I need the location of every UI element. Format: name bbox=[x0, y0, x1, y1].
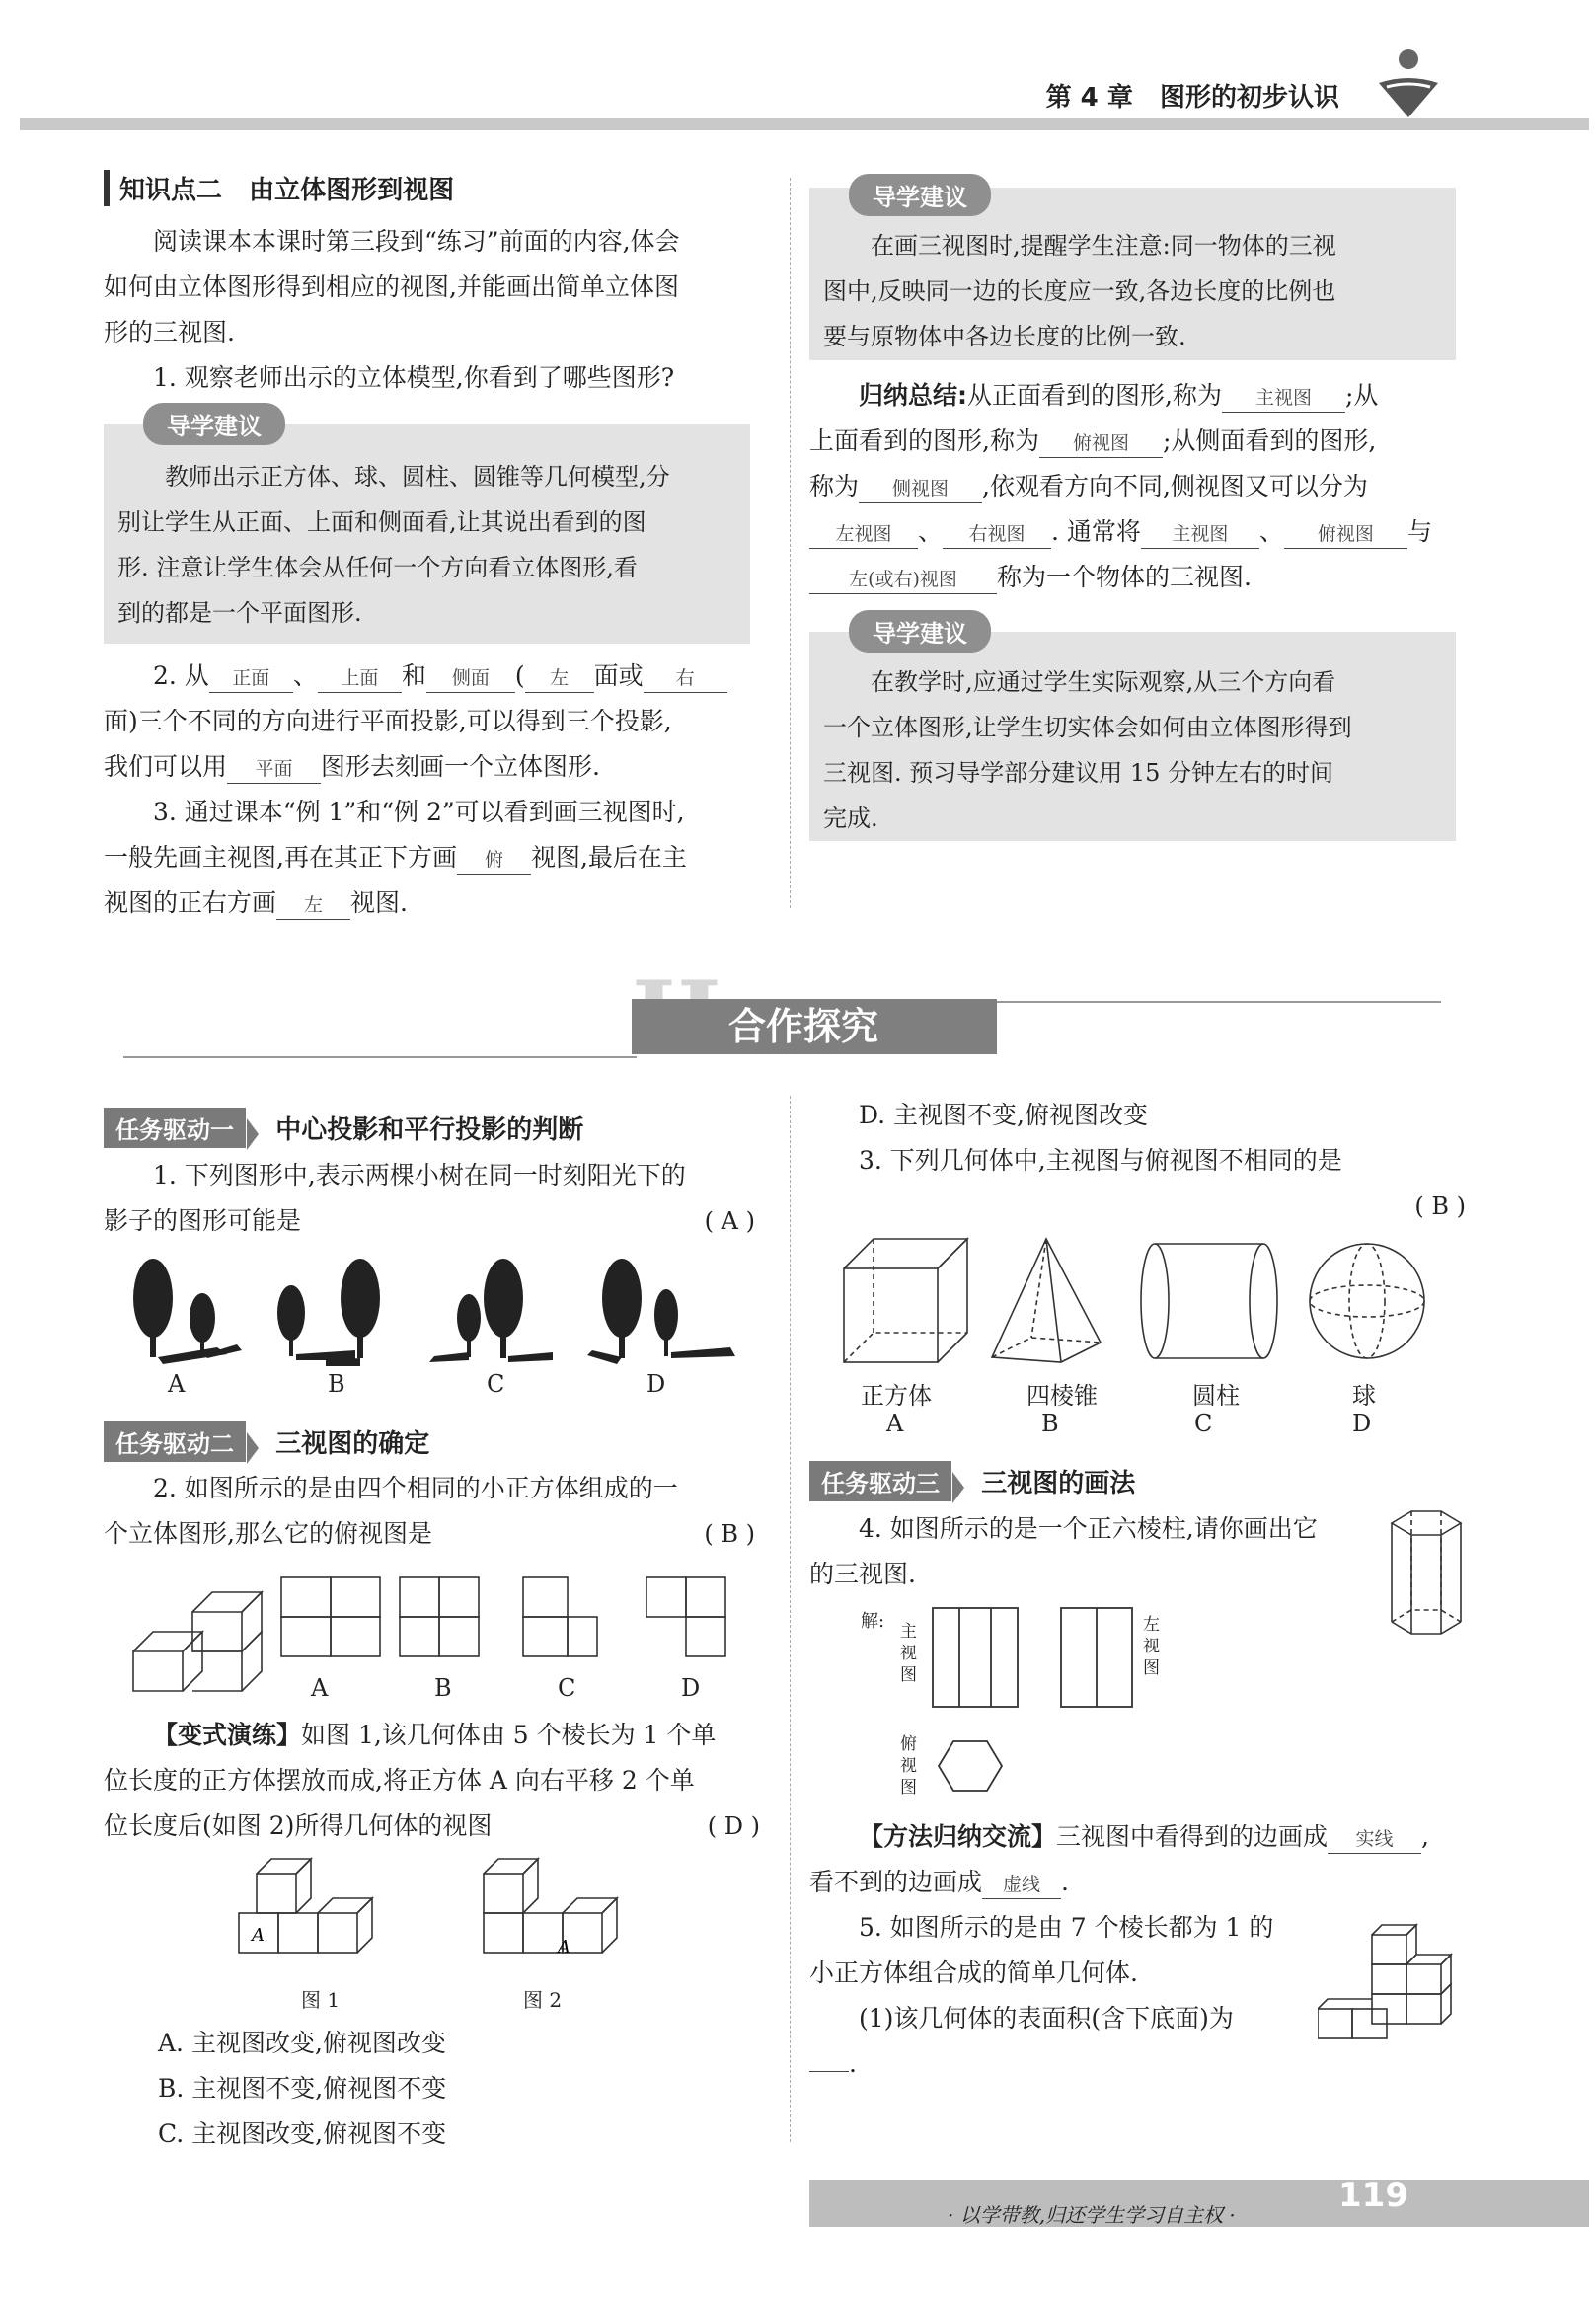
question-1: 1. 观察老师出示的立体模型,你看到了哪些图形? bbox=[153, 363, 675, 392]
answer-blank: 主视图 bbox=[1222, 384, 1345, 413]
answer-blank: 平面 bbox=[227, 755, 321, 784]
choice: D. 主视图不变,俯视图改变 bbox=[859, 1101, 1148, 1129]
answer-blank: 正面 bbox=[209, 664, 293, 693]
summary: 归纳总结:从正面看到的图形,称为 主视图 ;从 上面看到的图形,称为 俯视图 ;从侧面看到的图形, 称为 侧视图 ,依观看方向不同,侧视图又可以分为 左视图 、 右视图 . 通常将 主视图 、 俯视图 与 左(或右)视图 称为一个物体的三视图. bbox=[809, 373, 1466, 600]
answer-blank: 俯 bbox=[457, 846, 531, 875]
view-label: 左视图 bbox=[1143, 1615, 1160, 1678]
knowledge-label: 知识点二 bbox=[119, 176, 223, 205]
column-divider bbox=[790, 178, 792, 908]
task1-question: 1. 下列图形中,表示两棵小树在同一时刻阳光下的 影子的图形可能是 ( A ) bbox=[104, 1153, 755, 1244]
guide-line: 一个立体图形,让学生切实体会如何由立体图形得到 bbox=[823, 714, 1352, 741]
solid-name: 圆柱 bbox=[1192, 1382, 1240, 1410]
answer-blank: 左(或右)视图 bbox=[809, 566, 997, 594]
three-view-drawing bbox=[928, 1603, 1323, 1810]
variant-exercise: 【变式演练】如图 1,该几何体由 5 个棱长为 1 个单 位长度的正方体摆放而成,将正方体 A 向右平移 2 个单 位长度后(如图 2)所得几何体的视图 ( D ) bbox=[104, 1713, 760, 1849]
solid-letter: B bbox=[1041, 1410, 1059, 1437]
chapter-header bbox=[1046, 77, 1339, 114]
answer-choice: ( B ) bbox=[704, 1520, 755, 1548]
answer-choice: ( D ) bbox=[707, 1812, 760, 1840]
answer-blank: 左 bbox=[276, 891, 350, 920]
question-3-right: 3. 下列几何体中,主视图与俯视图不相同的是 ( B ) bbox=[809, 1138, 1466, 1229]
knowledge-title: 由立体图形到视图 bbox=[249, 176, 455, 205]
solid-letter: D bbox=[1352, 1410, 1372, 1437]
guide-box-3 bbox=[809, 620, 1456, 841]
view-label: 主视图 bbox=[900, 1622, 917, 1685]
hexagonal-prism-icon bbox=[1377, 1508, 1466, 1642]
answer-blank: 侧视图 bbox=[859, 475, 982, 503]
answer-blank: 俯视图 bbox=[1039, 429, 1163, 458]
answer-blank: 主视图 bbox=[1141, 520, 1259, 549]
method-summary: 【方法归纳交流】三视图中看得到的边画成 实线 , 看不到的边画成 虚线 . bbox=[809, 1814, 1466, 1905]
solid-name: 正方体 bbox=[861, 1382, 932, 1410]
variant-figures bbox=[237, 1854, 632, 1977]
solution-label: 解: bbox=[861, 1611, 885, 1632]
option-label: C bbox=[558, 1674, 576, 1702]
task-title: 中心投影和平行投影的判断 bbox=[275, 1115, 584, 1145]
page-number: 119 bbox=[1338, 2176, 1408, 2215]
answer-choice: ( B ) bbox=[1414, 1192, 1466, 1220]
section-banner: 合作探究 bbox=[632, 999, 997, 1054]
guide-line: 图中,反映同一边的长度应一致,各边长度的比例也 bbox=[823, 277, 1336, 305]
intro-line: 形的三视图. bbox=[104, 318, 235, 346]
option-label: B bbox=[328, 1370, 345, 1398]
chapter-title: 图形的初步认识 bbox=[1159, 83, 1339, 113]
answer-blank: 左 bbox=[525, 664, 594, 693]
option-label: A bbox=[168, 1370, 186, 1398]
answer-blank: 侧面 bbox=[426, 664, 515, 693]
tree-shadow-figures bbox=[118, 1244, 750, 1372]
choice: C. 主视图改变,俯视图不变 bbox=[158, 2119, 447, 2148]
guide-tag-2: 导学建议 bbox=[849, 174, 991, 216]
knowledge-intro bbox=[104, 219, 755, 401]
solid-name: 四棱锥 bbox=[1026, 1382, 1098, 1410]
answer-blank: 俯视图 bbox=[1284, 520, 1407, 549]
option-label: D bbox=[646, 1370, 666, 1398]
header-band bbox=[20, 118, 1589, 130]
guide-line: 到的都是一个平面图形. bbox=[117, 599, 362, 627]
figure-caption: 图 2 bbox=[523, 1988, 563, 2012]
solid-letter: A bbox=[886, 1410, 904, 1437]
knowledge-heading bbox=[104, 170, 454, 206]
question-2: 2. 从 正面 、 上面 和 侧面 ( 左 面或 右 面)三个不同的方向进行平面投影,可以得到三个投影, 我们可以用 平面 图形去刻画一个立体图形. bbox=[104, 653, 765, 790]
task-title: 三视图的确定 bbox=[275, 1429, 430, 1459]
task3-heading bbox=[809, 1461, 1135, 1503]
variant-choices bbox=[158, 2021, 750, 2157]
question-5: 5. 如图所示的是由 7 个棱长都为 1 的 小正方体组合成的简单几何体. (1)该几何体的表面积(含下底面)为 . bbox=[809, 1913, 1274, 2078]
figure-caption: 图 1 bbox=[301, 1988, 341, 2012]
guide-line: 在画三视图时,提醒学生注意:同一物体的三视 bbox=[871, 232, 1336, 260]
task-tag: 任务驱动一 bbox=[104, 1108, 246, 1148]
answer-blank: 实线 bbox=[1328, 1825, 1421, 1854]
guide-tag-3: 导学建议 bbox=[849, 610, 991, 653]
banner-line-right bbox=[997, 1001, 1441, 1003]
intro-line: 阅读课本本课时第三段到“练习”前面的内容,体会 bbox=[153, 227, 680, 256]
option-label: D bbox=[681, 1674, 701, 1702]
answer-blank: 虚线 bbox=[982, 1871, 1061, 1899]
book-logo-icon bbox=[1369, 43, 1448, 122]
cube-label: A bbox=[558, 1937, 570, 1958]
question-3: 3. 通过课本“例 1”和“例 2”可以看到画三视图时, 一般先画主视图,再在其正下方画 俯 视图,最后在主 视图的正右方画 左 视图. bbox=[104, 790, 765, 926]
answer-blank: 右 bbox=[644, 664, 727, 693]
guide-tag-1: 导学建议 bbox=[143, 403, 285, 445]
option-label: C bbox=[487, 1370, 505, 1398]
cube-label: A bbox=[252, 1925, 265, 1946]
chapter-number: 第 4 章 bbox=[1045, 83, 1133, 113]
guide-line: 教师出示正方体、球、圆柱、圆锥等几何模型,分 bbox=[165, 463, 670, 491]
choice: A. 主视图改变,俯视图改变 bbox=[158, 2029, 446, 2057]
view-label: 俯视图 bbox=[900, 1734, 917, 1798]
guide-line: 在教学时,应通过学生实际观察,从三个方向看 bbox=[871, 668, 1336, 696]
intro-line: 如何由立体图形得到相应的视图,并能画出简单立体图 bbox=[104, 272, 679, 301]
guide-line: 三视图. 预习导学部分建议用 15 分钟左右的时间 bbox=[823, 759, 1334, 787]
choice: B. 主视图不变,俯视图不变 bbox=[158, 2074, 447, 2103]
guide-line: 形. 注意让学生体会从任何一个方向看立体图形,看 bbox=[117, 554, 638, 581]
task1-heading bbox=[104, 1108, 583, 1150]
answer-blank: 右视图 bbox=[943, 520, 1051, 549]
footer-slogan: · 以学带教,归还学生学习自主权 · bbox=[948, 2203, 1236, 2227]
column-divider bbox=[790, 1096, 792, 2142]
guide-box-1 bbox=[104, 413, 750, 644]
task-title: 三视图的画法 bbox=[981, 1469, 1136, 1498]
guide-line: 完成. bbox=[823, 805, 878, 832]
answer-blank: 左视图 bbox=[809, 520, 918, 549]
option-label: A bbox=[311, 1674, 329, 1702]
task2-question: 2. 如图所示的是由四个相同的小正方体组成的一 个立体图形,那么它的俯视图是 ( B ) bbox=[104, 1466, 755, 1557]
seven-cube-figure bbox=[1318, 1910, 1466, 2048]
banner-line-left bbox=[123, 1056, 637, 1058]
guide-line: 要与原物体中各边长度的比例一致. bbox=[823, 323, 1186, 350]
answer-blank: 上面 bbox=[318, 664, 402, 693]
guide-line: 别让学生从正面、上面和侧面看,让其说出看到的图 bbox=[117, 508, 646, 536]
guide-box-2 bbox=[809, 184, 1456, 360]
task-tag: 任务驱动三 bbox=[809, 1461, 951, 1501]
task-tag: 任务驱动二 bbox=[104, 1421, 246, 1462]
question-4: 4. 如图所示的是一个正六棱柱,请你画出它 的三视图. bbox=[809, 1514, 1318, 1588]
answer-choice: ( A ) bbox=[704, 1207, 755, 1235]
task2-heading bbox=[104, 1421, 429, 1464]
solid-letter: C bbox=[1194, 1410, 1213, 1437]
option-label: B bbox=[434, 1674, 452, 1702]
solid-name: 球 bbox=[1352, 1382, 1376, 1410]
solids-figure bbox=[839, 1234, 1451, 1372]
